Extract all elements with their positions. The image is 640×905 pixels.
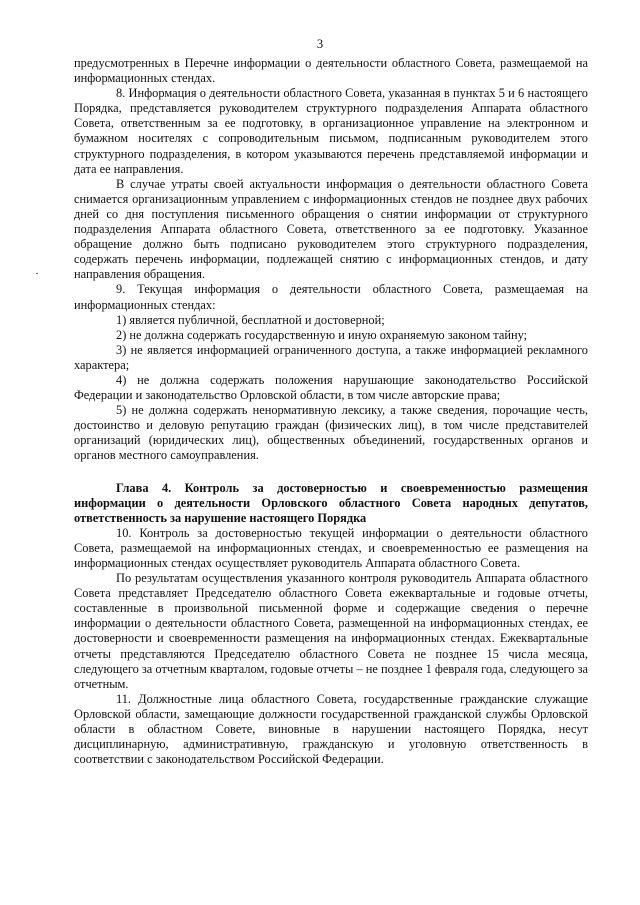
list-item-5: 5) не должна содержать ненормативную лексику, а также сведения, порочащие честь, достоинство и деловую репутацию граждан (физических лиц), в том числе представителей организаций (юридических лиц), общественных объединений, государственных органов и органов местного самоуправления. xyxy=(74,403,588,463)
chapter-4-heading: Глава 4. Контроль за достоверностью и своевременностью размещения информации о деятельности Орловского областного Совета народных депутатов, ответственность за нарушение настоящего Порядка xyxy=(74,480,588,525)
paragraph-removal-rule: В случае утраты своей актуальности информация о деятельности областного Совета снимается организационным управлением с информационных стендов не позднее двух рабочих дней со дня поступления письменного обращения о снятии информации от структурного подразделения Аппарата областного Совета, ответственного за ее подготовку. Указанное обращение должно быть подписано руководителем этого структурного подразделения, содержать перечень информации, подлежащей снятию с информационных стендов, и дату направления обращения. xyxy=(74,176,588,282)
paragraph-item-9: 9. Текущая информация о деятельности областного Совета, размещаемая на информационных стендах: xyxy=(74,282,588,312)
list-item-1: 1) является публичной, бесплатной и достоверной; xyxy=(116,312,385,327)
list-item-2: 2) не должна содержать государственную и иную охраняемую законом тайну; xyxy=(116,327,528,342)
paragraph-item-8: 8. Информация о деятельности областного Совета, указанная в пунктах 5 и 6 настоящего Порядка, представляется руководителем структурного подразделения Аппарата областного Совета, ответственным за ее подготовку, в организационное управление на электронном и бумажном носителях с сопроводительным письмом, подписанным руководителем этого структурного подразделения, в котором указываются перечень представляемой информации и дата ее направления. xyxy=(74,86,588,176)
margin-mark xyxy=(36,273,38,274)
paragraph-reports: По результатам осуществления указанного контроля руководитель Аппарата областного Совета представляет Председателю областного Совета ежеквартальные и годовые отчеты, составленные в произвольной письменной форме и содержащие сведения о перечне информации о деятельности областного Совета, размещенной на информационных стендах, ее достоверности и своевременности размещения на информационных стендах. Ежеквартальные отчеты представляются Председателю областного Совета не позднее 15 числа месяца, следующего за отчетным кварталом, годовые отчеты – не позднее 1 февраля года, следующего за отчетным. xyxy=(74,571,588,691)
document-body xyxy=(74,56,588,767)
page-number: 3 xyxy=(316,37,324,51)
paragraph-item-10: 10. Контроль за достоверностью текущей информации о деятельности областного Совета, размещаемой на информационных стендах, и своевременностью ее размещения на информационных стендах осуществляет руководитель Аппарата областного Совета. xyxy=(74,525,588,570)
paragraph-item-11: 11. Должностные лица областного Совета, государственные гражданские служащие Орловской области, замещающие должности государственной гражданской службы Орловской области в областном Совете, виновные в нарушении настоящего Порядка, несут дисциплинарную, административную, гражданскую и уголовную ответственность в соответствии с законодательством Российской Федерации. xyxy=(74,691,588,767)
paragraph-continuation: предусмотренных в Перечне информации о деятельности областного Совета, размещаемой на информационных стендах. xyxy=(74,56,588,86)
list-item-3: 3) не является информацией ограниченного доступа, а также информацией рекламного характера; xyxy=(74,342,588,372)
list-item-4: 4) не должна содержать положения нарушающие законодательство Российской Федерации и законодательство Орловской области, в том числе авторские права; xyxy=(74,372,588,403)
